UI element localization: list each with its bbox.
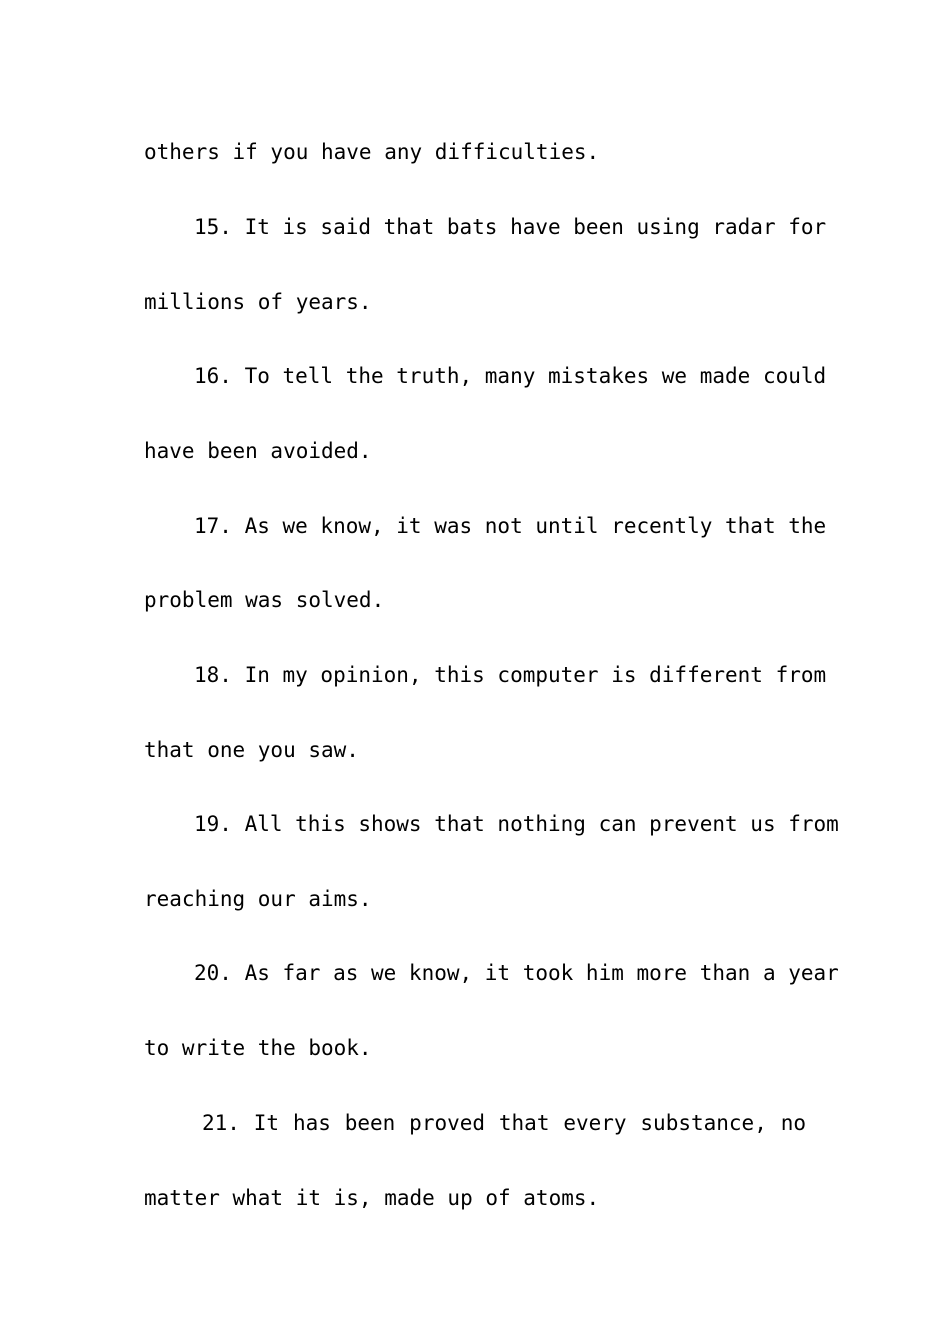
- text-line-continuation: others if you have any difficulties.: [144, 140, 600, 164]
- sentence-17-line-1: 17. As we know, it was not until recently that the: [194, 514, 827, 538]
- sentence-19-line-1: 19. All this shows that nothing can prevent us from: [194, 812, 839, 836]
- sentence-19-line-2: reaching our aims.: [144, 887, 372, 911]
- sentence-21-line-2: matter what it is, made up of atoms.: [144, 1186, 600, 1210]
- sentence-15-line-2: millions of years.: [144, 290, 372, 314]
- sentence-21-line-1: 21. It has been proved that every substance, no: [202, 1111, 806, 1135]
- sentence-18-line-2: that one you saw.: [144, 738, 359, 762]
- sentence-16-line-2: have been avoided.: [144, 439, 372, 463]
- sentence-20-line-1: 20. As far as we know, it took him more than a year: [194, 961, 839, 985]
- sentence-20-line-2: to write the book.: [144, 1036, 372, 1060]
- sentence-17-line-2: problem was solved.: [144, 588, 385, 612]
- sentence-15-line-1: 15. It is said that bats have been using radar for: [194, 215, 827, 239]
- sentence-18-line-1: 18. In my opinion, this computer is different from: [194, 663, 827, 687]
- sentence-16-line-1: 16. To tell the truth, many mistakes we made could: [194, 364, 827, 388]
